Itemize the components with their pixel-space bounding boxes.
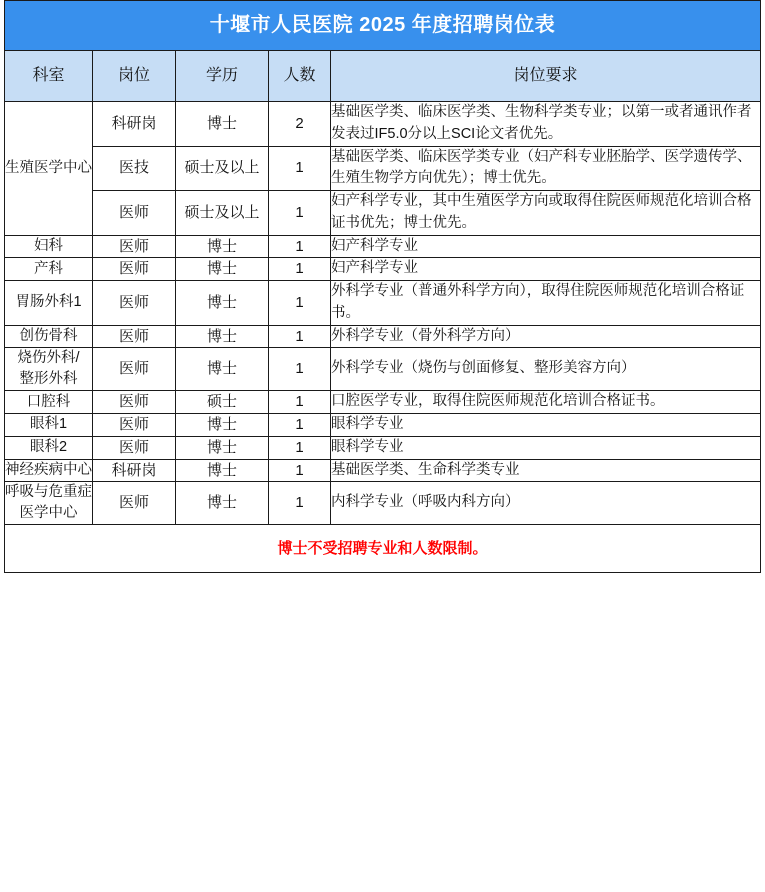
cell-headcount: 1	[269, 191, 331, 236]
cell-education: 博士	[176, 482, 269, 525]
page-title: 十堰市人民医院 2025 年度招聘岗位表	[5, 1, 761, 51]
cell-requirements: 口腔医学专业，取得住院医师规范化培训合格证书。	[331, 391, 761, 414]
table-row	[5, 482, 761, 525]
cell-requirements: 妇产科学专业，其中生殖医学方向或取得住院医师规范化培训合格证书优先；博士优先。	[331, 191, 761, 236]
cell-education: 博士	[176, 281, 269, 326]
cell-requirements: 妇产科学专业	[331, 258, 761, 281]
cell-headcount: 1	[269, 459, 331, 482]
table-row	[5, 235, 761, 258]
cell-education: 博士	[176, 235, 269, 258]
cell-department: 妇科	[5, 235, 93, 258]
cell-headcount: 2	[269, 102, 331, 147]
cell-requirements: 外科学专业（骨外科学方向）	[331, 325, 761, 348]
cell-position: 医师	[93, 348, 176, 391]
cell-position: 医师	[93, 436, 176, 459]
cell-department: 眼科2	[5, 436, 93, 459]
table-row	[5, 146, 761, 191]
cell-requirements: 妇产科学专业	[331, 235, 761, 258]
title-row	[5, 1, 761, 51]
table-row	[5, 281, 761, 326]
cell-department: 神经疾病中心	[5, 459, 93, 482]
cell-position: 医师	[93, 325, 176, 348]
column-header-num: 人数	[269, 51, 331, 102]
note-text: 博士不受招聘专业和人数限制。	[5, 525, 761, 573]
table-row	[5, 436, 761, 459]
cell-position: 科研岗	[93, 459, 176, 482]
cell-department: 口腔科	[5, 391, 93, 414]
cell-department: 呼吸与危重症医学中心	[5, 482, 93, 525]
cell-headcount: 1	[269, 146, 331, 191]
cell-headcount: 1	[269, 258, 331, 281]
cell-headcount: 1	[269, 281, 331, 326]
cell-education: 博士	[176, 102, 269, 147]
table-row	[5, 191, 761, 236]
cell-education: 硕士及以上	[176, 191, 269, 236]
column-header-post: 岗位	[93, 51, 176, 102]
cell-education: 博士	[176, 325, 269, 348]
cell-headcount: 1	[269, 391, 331, 414]
cell-headcount: 1	[269, 436, 331, 459]
column-header-row	[5, 51, 761, 102]
cell-position: 医技	[93, 146, 176, 191]
table-row	[5, 459, 761, 482]
cell-education: 博士	[176, 258, 269, 281]
cell-education: 硕士及以上	[176, 146, 269, 191]
cell-department: 胃肠外科1	[5, 281, 93, 326]
cell-education: 博士	[176, 414, 269, 437]
cell-department: 眼科1	[5, 414, 93, 437]
cell-department: 生殖医学中心	[5, 102, 93, 236]
column-header-dept: 科室	[5, 51, 93, 102]
cell-position: 医师	[93, 258, 176, 281]
cell-requirements: 基础医学类、生命科学类专业	[331, 459, 761, 482]
note-row	[5, 525, 761, 573]
cell-position: 医师	[93, 281, 176, 326]
cell-requirements: 内科学专业（呼吸内科方向）	[331, 482, 761, 525]
cell-department: 创伤骨科	[5, 325, 93, 348]
cell-education: 博士	[176, 436, 269, 459]
cell-department: 烧伤外科/ 整形外科	[5, 348, 93, 391]
cell-position: 医师	[93, 391, 176, 414]
cell-education: 博士	[176, 459, 269, 482]
cell-department: 产科	[5, 258, 93, 281]
cell-requirements: 眼科学专业	[331, 436, 761, 459]
cell-headcount: 1	[269, 348, 331, 391]
table-row	[5, 102, 761, 147]
cell-requirements: 眼科学专业	[331, 414, 761, 437]
cell-position: 医师	[93, 235, 176, 258]
cell-education: 硕士	[176, 391, 269, 414]
table-row	[5, 258, 761, 281]
cell-requirements: 基础医学类、临床医学类专业（妇产科专业胚胎学、医学遗传学、生殖生物学方向优先）；博士优先。	[331, 146, 761, 191]
cell-requirements: 基础医学类、临床医学类、生物科学类专业；以第一或者通讯作者发表过IF5.0分以上SCI论文者优先。	[331, 102, 761, 147]
cell-education: 博士	[176, 348, 269, 391]
recruitment-table	[4, 0, 761, 573]
table-row	[5, 325, 761, 348]
cell-headcount: 1	[269, 235, 331, 258]
cell-requirements: 外科学专业（烧伤与创面修复、整形美容方向）	[331, 348, 761, 391]
cell-position: 科研岗	[93, 102, 176, 147]
table-row	[5, 414, 761, 437]
column-header-req: 岗位要求	[331, 51, 761, 102]
column-header-edu: 学历	[176, 51, 269, 102]
cell-headcount: 1	[269, 414, 331, 437]
table-row	[5, 348, 761, 391]
table-row	[5, 391, 761, 414]
cell-position: 医师	[93, 482, 176, 525]
cell-headcount: 1	[269, 325, 331, 348]
cell-headcount: 1	[269, 482, 331, 525]
cell-position: 医师	[93, 191, 176, 236]
cell-requirements: 外科学专业（普通外科学方向），取得住院医师规范化培训合格证书。	[331, 281, 761, 326]
cell-position: 医师	[93, 414, 176, 437]
